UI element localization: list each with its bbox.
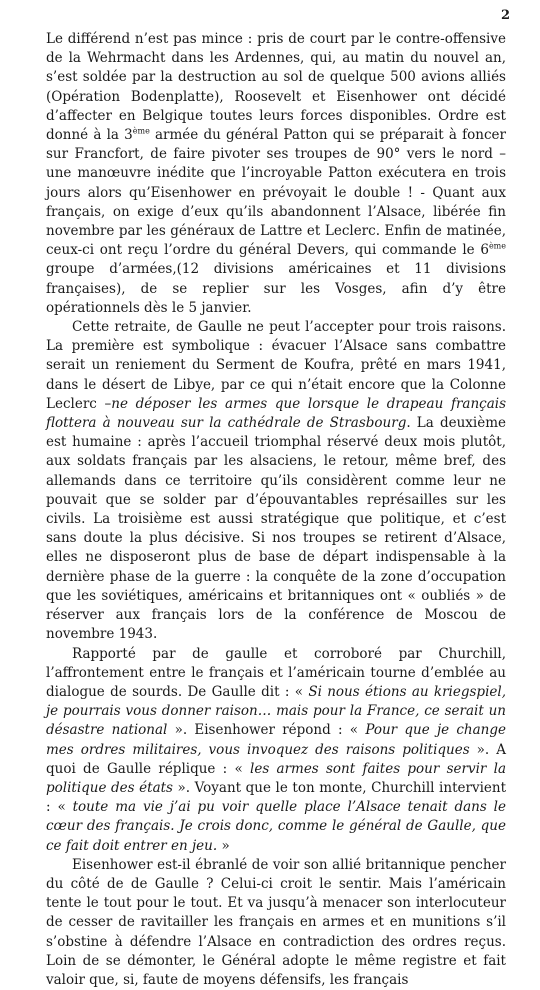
paragraph-2-text: . La deuxième est humaine : après l’accueil triomphal réservé deux mois plutôt, aux soldats français par les alsaciens, le retour, même bref, des allemands dans ce territoire qu’ils considèrent comme leur ne pouvait que se solder par d’épouvantables représailles sur les civils. La troisième est aussi stratégique que politique, et c’est sans doute la plus décisive. Si nos troupes se retirent d’Alsace, elles ne disposeront plus de base de départ indispensable à la dernière phase de la guerre : la conquête de la zone d’occupation que les soviétiques, américains et britanniques ont « oubliés » de réserver aux français lors de la conférence de Moscou de novembre 1943.	[46, 415, 506, 643]
page-number: 2	[500, 8, 510, 23]
paragraph-3-text: ». A quoi de Gaulle réplique : «	[46, 741, 506, 777]
paragraph-3-text: Rapporté par de gaulle et corroboré par Churchill, l’affrontement entre le français et l’américain tourne d’emblée au dialogue de sourds. De Gaulle dit : «	[46, 645, 506, 700]
paragraph-3-quote: Si nous étions au kriegspiel, je pourrais vous donner raison… mais pour la France, ce serait un désastre national	[46, 683, 506, 739]
paragraph-2-text: Cette retraite, de Gaulle ne peut l’accepter pour trois raisons. La première est symbolique : évacuer l’Alsace sans combattre serait un reniement du Serment de Koufra, prêté en mars 1941, dans le désert de Libye, par ce qui n’était encore que la Colonne Leclerc –	[46, 319, 506, 412]
paragraph-3-quote: toute ma vie j’ai pu voir quelle place l’Alsace tenait dans le cœur des français. Je crois donc, comme le général de Gaulle, que ce fait doit entrer en jeu.	[46, 799, 506, 854]
paragraph-1-text: groupe d’armées,(12 divisions américaines et 11 divisions françaises), de se replier sur les Vosges, afin d’y être opérationnels dès le 5 janvier.	[46, 261, 506, 316]
paragraph-4-text: Eisenhower est-il ébranlé de voir son allié britannique pencher du côté de de Gaulle ? Celui-ci croit le sentir. Mais l’américain tente le tout pour le tout. Et va jusqu’à menacer son interlocuteur de cesser de ravitailler les français en armes et en munitions s’il s’obstine à défendre l’Alsace en contradiction des ordres reçus. Loin de se démonter, le Général adopte le même registre et fait valoir que, si, faute de moyens défensifs, les français	[46, 856, 506, 988]
paragraph-2	[46, 318, 506, 644]
paragraph-2-quote: ne déposer les armes que lorsque le drapeau français flottera à nouveau sur la cathédrale de Strasbourg	[46, 395, 506, 432]
ordinal-suffix: ème	[488, 241, 506, 251]
body-text	[46, 30, 506, 990]
paragraph-3-text: »	[217, 837, 230, 854]
paragraph-4	[46, 856, 506, 990]
paragraph-1-text: Le différend n’est pas mince : pris de court par le contre-offensive de la Wehrmacht dans les Ardennes, qui, au matin du nouvel an, s’est soldée par la destruction au sol de quelque 500 avions alliés (Opération Bodenplatte), Roosevelt et Eisenhower ont décidé d’affecter en Belgique toutes leurs forces disponibles. Ordre est donné à la 3	[46, 31, 506, 144]
paragraph-3-quote: les armes sont faites pour servir la politique des états	[46, 760, 506, 796]
paragraph-1	[46, 30, 506, 318]
paragraph-3-text: ». Eisenhower répond : «	[167, 722, 366, 739]
paragraph-3-quote: Pour que je change mes ordres militaires, vous invoquez des raisons politiques	[46, 722, 506, 758]
ordinal-suffix: ème	[132, 126, 150, 136]
paragraph-1-text: armée du général Patton qui se préparait à foncer sur Francfort, de faire pivoter ses troupes de 90° vers le nord –une manœuvre inédite que l’incroyable Patton exécutera en trois jours alors qu’Eisenhower en prévoyait le double ! - Quant aux français, on exige d’eux qu’ils abandonnent l’Alsace, libérée fin novembre par les généraux de Lattre et Leclerc. Enfin de matinée, ceux-ci ont reçu l’ordre du général Devers, qui commande le 6	[46, 127, 506, 259]
paragraph-3	[46, 645, 506, 856]
paragraph-3-text: ». Voyant que le ton monte, Churchill intervient : «	[46, 779, 506, 816]
